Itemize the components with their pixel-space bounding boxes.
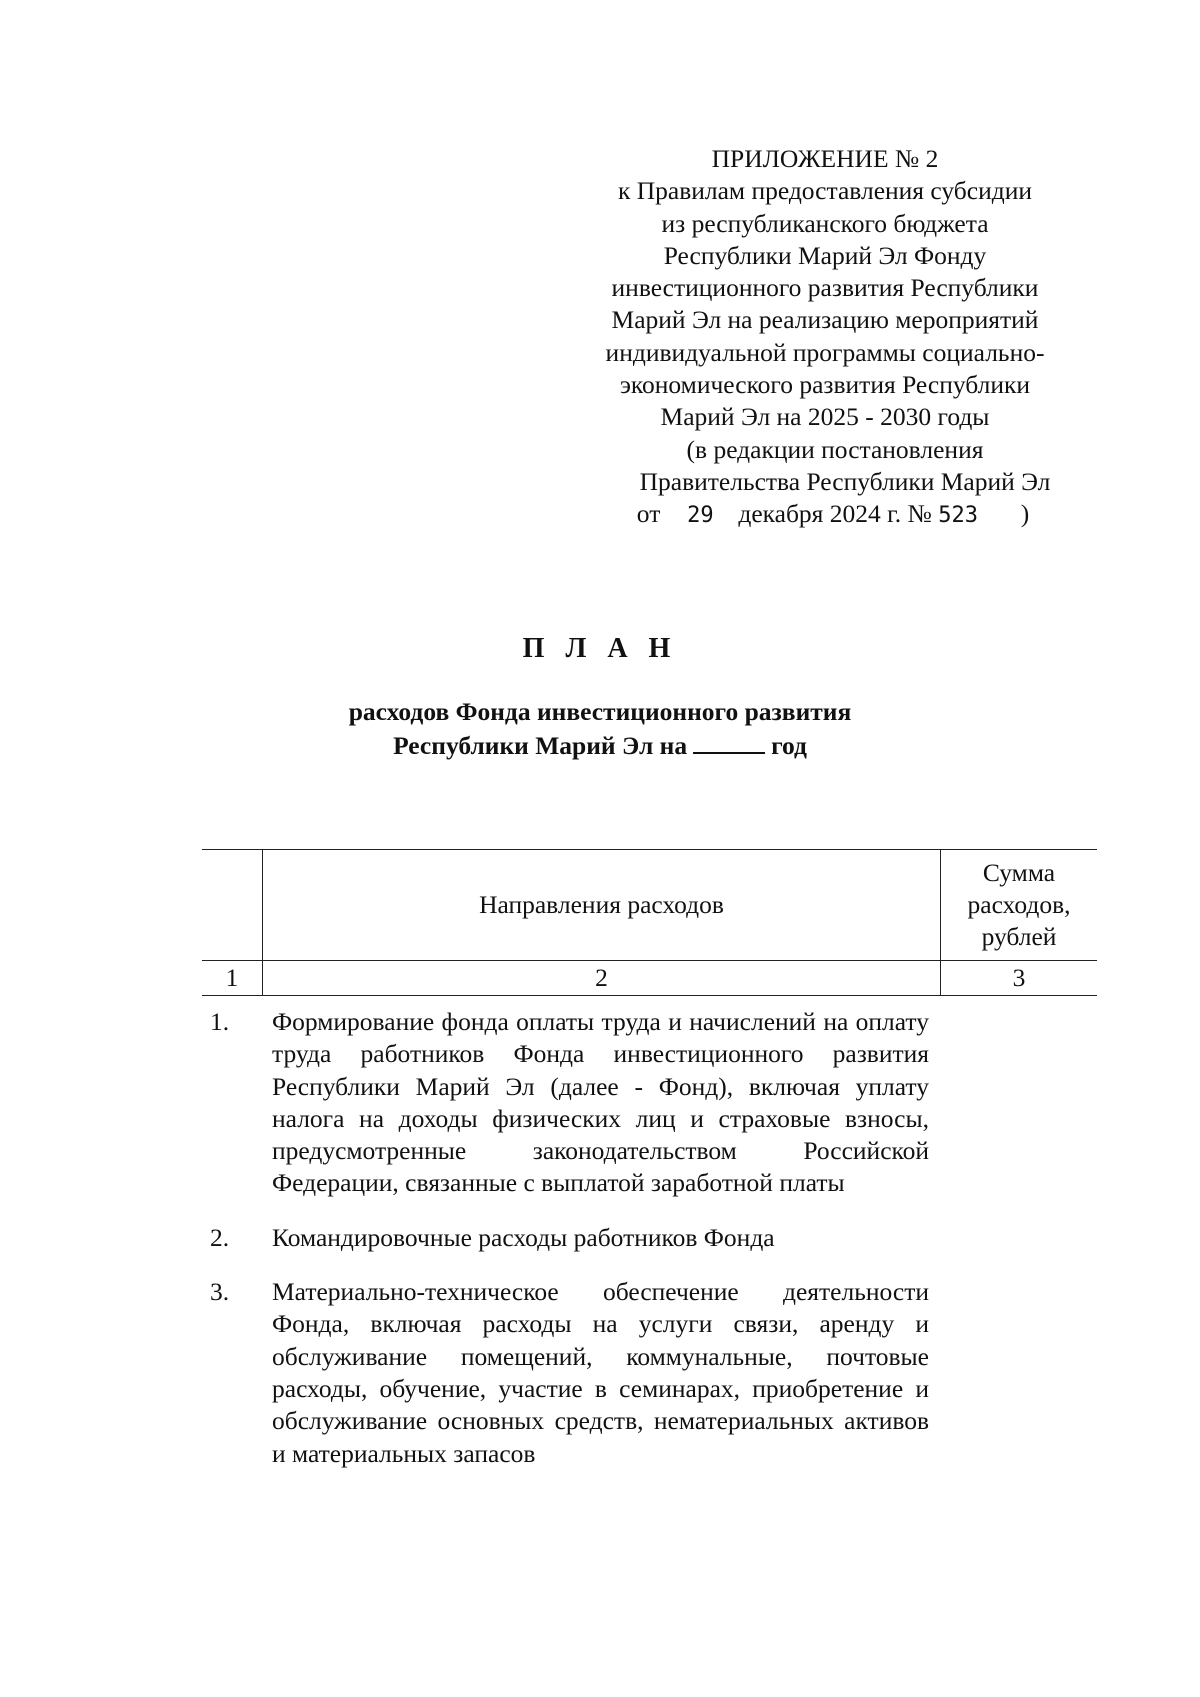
appendix-title: ПРИЛОЖЕНИЕ № 2 [711,144,939,173]
closing-parenthesis: ) [1020,499,1030,529]
appendix-line: Правительства Республики Марий Эл [639,466,1051,496]
plan-subtitle-prefix: Республики Марий Эл на [393,731,688,760]
list-item [210,1276,930,1470]
appendix-date-line [595,498,1055,532]
item-text: Материально-техническое обеспечение деятельности Фонда, включая расходы на услуги связи, аренду и обслуживание помещений, коммунальные, почтовые расходы, обучение, участие в семинарах, приобретение и обслуживание основных средств, нематериальных активов и материальных запасов [272,1277,929,1468]
appendix-line: Марий Эл на реализацию мероприятий [611,305,1039,335]
appendix-line: Марий Эл на 2025 - 2030 годы [660,402,990,432]
header-amount-line: расходов, [967,890,1071,919]
item-text: Командировочные расходы работников Фонда [272,1222,775,1252]
header-amount-line: рублей [981,922,1057,951]
item-text: Формирование фонда оплаты труда и начислений на оплату труда работников Фонда инвестиционного развития Республики Марий Эл (далее - Фонд), включая уплату налога на доходы физических лиц и страховые взносы, предусмотренные законодательством Российской Федерации, связанные с выплатой заработной платы [272,1007,929,1198]
appendix-line: к Правилам предоставления субсидии [617,176,1033,206]
plan-title: П Л А Н [522,633,678,664]
expenses-table [202,849,1097,996]
plan-subtitle-line1: расходов Фонда инвестиционного развития [348,697,852,726]
appendix-line: Республики Марий Эл Фонду [663,240,987,270]
appendix-line: экономического развития Республики [619,370,1031,400]
column-number: 3 [941,961,1098,996]
header-cell-amount [941,850,1098,961]
item-number: 2. [210,1222,230,1252]
appendix-line: инвестиционного развития Республики [611,273,1039,303]
item-number: 3. [210,1277,230,1307]
appendix-line: из республиканского бюджета [661,208,989,238]
table-header-row [202,850,1097,961]
plan-subtitle-line2 [0,729,1200,763]
expense-items-list [210,1006,930,1492]
appendix-line: индивидуальной программы социально- [605,337,1045,367]
date-month-year: декабря 2024 г. № [738,499,932,529]
appendix-block [595,143,1055,533]
plan-subtitle [0,695,1200,763]
date-prefix: от [636,499,661,529]
appendix-line: (в редакции постановления [686,434,984,464]
table-column-numbers-row [202,961,1097,996]
year-blank-field [693,730,765,754]
plan-subtitle-suffix: год [771,731,807,760]
item-number: 1. [210,1007,230,1036]
column-number: 1 [202,961,263,996]
header-cell-number [202,850,263,961]
column-number: 2 [263,961,941,996]
document-number: 523 [938,503,978,529]
date-day: 29 [687,503,714,529]
header-cell-directions: Направления расходов [263,850,941,961]
list-item [210,1222,930,1254]
list-item [210,1006,930,1200]
header-amount-line: Сумма [982,858,1056,887]
